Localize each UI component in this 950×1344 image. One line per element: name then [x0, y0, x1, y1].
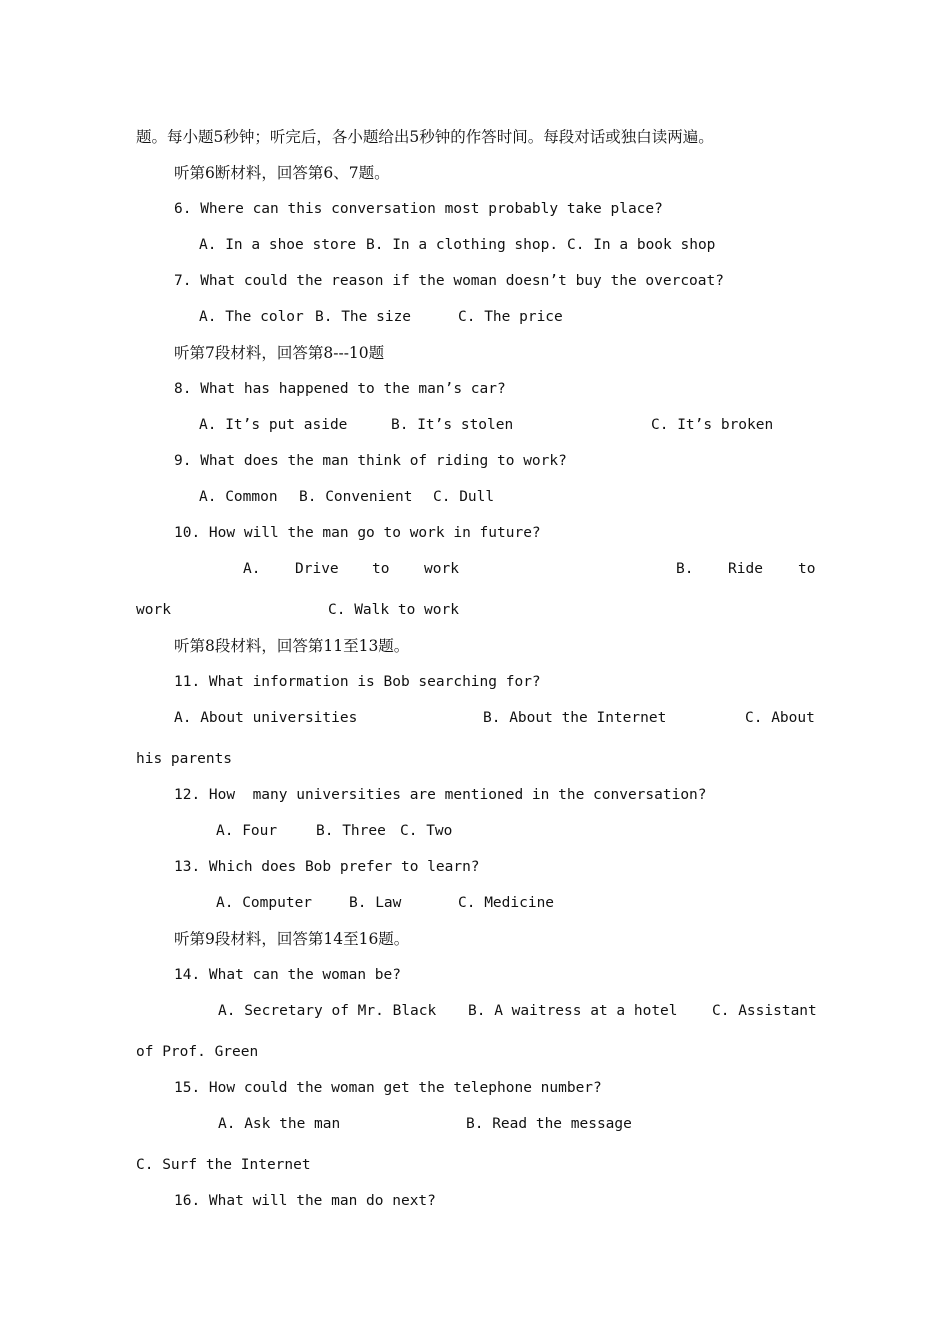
option-b: B. Law [349, 895, 402, 911]
option-a: A. Ask the man [218, 1116, 341, 1132]
option-b-wrap: work [136, 602, 171, 618]
option-a: A. Four [216, 823, 278, 839]
option-b: B. The size [315, 309, 412, 325]
option-a: A. Common [199, 489, 278, 505]
option-a: A. The color [199, 309, 304, 325]
option-c-wrap: his parents [136, 751, 233, 767]
option-a: A. It’s put aside [199, 417, 348, 433]
option-a: A. About universities [174, 710, 358, 726]
question-stem: 14. What can the woman be? [174, 967, 401, 983]
section-heading: 听第8段材料，回答第11至13题。 [174, 637, 410, 655]
question-stem: 8. What has happened to the man’s car? [174, 381, 506, 397]
option-a-word: to [372, 561, 390, 577]
option-b: B. About the Internet [483, 710, 667, 726]
option-a-word: work [424, 561, 459, 577]
option-c: C. About [745, 710, 815, 726]
option-b: B. A waitress at a hotel [468, 1003, 678, 1019]
option-a-label: A. [243, 561, 261, 577]
option-a: A. Secretary of Mr. Black [218, 1003, 437, 1019]
section-heading: 听第9段材料，回答第14至16题。 [174, 930, 410, 948]
question-stem: 15. How could the woman get the telephone number? [174, 1080, 602, 1096]
question-stem: 13. Which does Bob prefer to learn? [174, 859, 480, 875]
option-b-word: Ride [728, 561, 763, 577]
option-b: B. Convenient [299, 489, 413, 505]
option-b: B. Read the message [466, 1116, 632, 1132]
option-b: B. It’s stolen [391, 417, 514, 433]
question-stem: 6. Where can this conversation most probably take place? [174, 201, 663, 217]
option-c: C. Surf the Internet [136, 1157, 311, 1173]
option-a: A. Computer [216, 895, 313, 911]
option-c: C. Walk to work [328, 602, 459, 618]
option-c: C. Dull [433, 489, 495, 505]
section-heading: 听第7段材料，回答第8---10题 [174, 344, 385, 362]
question-stem: 12. How many universities are mentioned in the conversation? [174, 787, 707, 803]
question-stem: 16. What will the man do next? [174, 1193, 436, 1209]
option-c: C. Medicine [458, 895, 555, 911]
option-b: B. Three [316, 823, 386, 839]
option-c-wrap: of Prof. Green [136, 1044, 259, 1060]
option-a: A. In a shoe store [199, 237, 357, 253]
question-stem: 11. What information is Bob searching for? [174, 674, 541, 690]
option-b-label: B. [676, 561, 694, 577]
option-a-word: Drive [295, 561, 339, 577]
option-c: C. It’s broken [651, 417, 774, 433]
question-stem: 7. What could the reason if the woman doesn’t buy the overcoat? [174, 273, 724, 289]
section-instructions: 题。每小题5秒钟；听完后，各小题给出5秒钟的作答时间。每段对话或独白读两遍。 [136, 128, 714, 146]
option-c: C. The price [458, 309, 563, 325]
option-c: C. Assistant [712, 1003, 817, 1019]
question-stem: 10. How will the man go to work in future? [174, 525, 541, 541]
option-b-word: to [798, 561, 816, 577]
section-heading: 听第6断材料，回答第6、7题。 [174, 164, 390, 182]
option-b: B. In a clothing shop. [366, 237, 559, 253]
option-c: C. Two [400, 823, 453, 839]
option-c: C. In a book shop [567, 237, 716, 253]
question-stem: 9. What does the man think of riding to work? [174, 453, 567, 469]
